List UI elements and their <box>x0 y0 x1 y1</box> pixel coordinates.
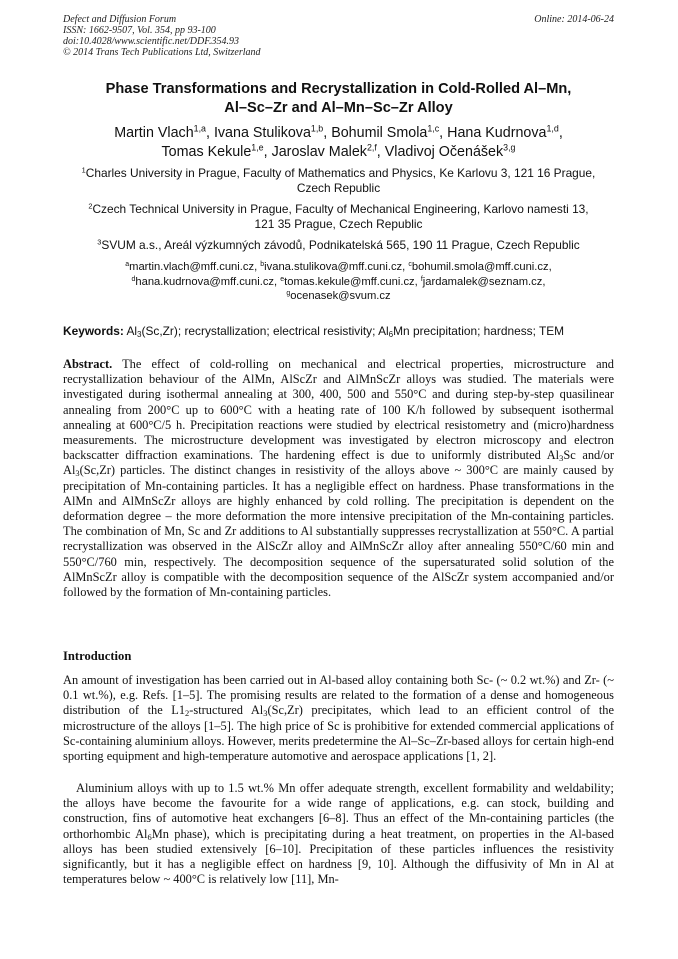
online-date: Online: 2014-06-24 <box>534 14 614 25</box>
paragraph-text: Aluminium alloys with up to 1.5 wt.% Mn offer adequate strength, excellent formability and weldability; the alloys have become the favourite for a wide range of applications, e.g. can stock, building and construction, fins of automotive heat exchangers [6–8]. Thus an effect of the Mn-containing particles (the orthorhombic Al <box>63 781 614 841</box>
email-mark: a <box>125 260 130 268</box>
subscript: 6 <box>147 831 152 842</box>
subscript: 2 <box>185 708 190 719</box>
author-affil-mark: 1,c <box>427 123 440 134</box>
keywords <box>63 324 623 339</box>
author-affil-mark: 1,b <box>310 123 324 134</box>
affiliation-3 <box>63 238 614 253</box>
author-affil-mark: 1,a <box>193 123 206 134</box>
author-separator: , <box>263 144 272 160</box>
author-line-2 <box>63 143 614 162</box>
subscript: 3 <box>263 708 268 719</box>
email-line-2 <box>63 275 614 290</box>
affiliation-mark: 3 <box>97 237 102 247</box>
keywords-text: Mn precipitation; hardness; TEM <box>393 324 565 338</box>
affiliation-text: Charles University in Prague, Faculty of Mathematics and Physics, Ke Karlovu 3, 121 16 Prague, <box>85 166 596 180</box>
keywords-label: Keywords: <box>63 324 124 338</box>
abstract-label: Abstract. <box>63 357 113 371</box>
author-list <box>63 124 614 162</box>
email-address[interactable]: ivana.stulikova@mff.cuni.cz <box>264 261 403 273</box>
paragraph-text: (Sc,Zr) precipitates, which lead to an efficient control of the microstructure of the alloys [1–5]. The high price of Sc is prohibitive for extended commercial applications of Sc-containing aluminium alloys. However, merits predetermine the Al–Sc–Zr-based alloys for certain high-end sporting equipment and high-temperature automotive and aerospace applications [1, 2]. <box>63 703 614 764</box>
email-separator: , <box>414 275 421 288</box>
author-separator: , <box>376 144 385 160</box>
abstract-text: (Sc,Zr) particles. The distinct changes in resistivity of the alloys above ~ 300°C are mainly caused by precipitation of Mn-containing particles. It has a negligible effect on hardness. Phase transformations in the AlMn and AlMnScZr alloys are highly enhanced by cold rolling. The precipitation is dependent on the deformation degree – the more deformation the more intensive precipitation of the Mn-containing particles. The combination of Mn, Sc and Zr additions to Al substantially suppresses recrystallization at 550°C. A partial recrystallization was observed in the AlScZr alloy and AlMnScZr alloy after annealing 550°C/60 min and 550°C/760 min, respectively. The decomposition sequence of the supersaturated solid solution of the AlMnScZr alloy is compatible with the decomposition sequence of the AlScZr system accompanied and/or followed by the formation of Mn-containing particles. <box>63 463 614 600</box>
paper-title-line-2: Al–Sc–Zr and Al–Mn–Sc–Zr Alloy <box>224 100 453 116</box>
intro-paragraph-2 <box>63 781 614 887</box>
email-address[interactable]: ocenasek@svum.cz <box>290 290 391 303</box>
subscript: 3 <box>75 468 80 479</box>
intro-paragraph-1 <box>63 673 614 764</box>
keywords-text: Al <box>123 324 138 338</box>
author-name: Jaroslav Malek <box>271 144 367 160</box>
author-affil-mark: 3,g <box>503 142 516 153</box>
paragraph-text: Mn phase), which is precipitating during a heat treatment, on properties in the Al-based alloys has been studied extensively [6–10]. Precipitation of these particles influences the resistivity significantly, but it has a negligible effect on hardness [9, 10]. Although the diffusivity of Mn in Al at temperatures below ~ 400°C is relatively low [11], Mn- <box>63 826 614 887</box>
keywords-text: (Sc,Zr); recrystallization; electrical resistivity; Al <box>141 324 389 338</box>
email-separator: , <box>274 275 281 288</box>
author-line-1 <box>63 124 614 143</box>
journal-name: Defect and Diffusion Forum <box>63 14 177 25</box>
email-address[interactable]: martin.vlach@mff.cuni.cz <box>129 261 255 273</box>
affiliation-mark: 2 <box>88 201 93 211</box>
paper-title-line-1: Phase Transformations and Recrystallization in Cold-Rolled Al–Mn, <box>105 81 572 97</box>
author-separator: , <box>558 125 563 141</box>
journal-issn: ISSN: 1662-9507, Vol. 354, pp 93-100 <box>63 25 216 36</box>
section-heading-introduction: Introduction <box>63 649 132 663</box>
author-name: Hana Kudrnova <box>447 125 547 141</box>
email-line-1 <box>63 260 614 275</box>
author-name: Tomas Kekule <box>161 144 252 160</box>
author-name: Bohumil Smola <box>331 125 428 141</box>
email-separator: , <box>254 261 261 273</box>
paper-title <box>63 80 614 118</box>
email-mark: f <box>420 275 423 283</box>
email-mark: g <box>286 290 291 298</box>
affiliation-text: Czech Technical University in Prague, Faculty of Mechanical Engineering, Karlovo namesti 13, <box>92 202 589 216</box>
journal-doi: doi:10.4028/www.scientific.net/DDF.354.93 <box>63 36 240 47</box>
abstract-text: The effect of cold-rolling on mechanical and electrical properties, microstructure and recrystallization behaviour of the AlMn, AlScZr and AlMnScZr alloys was studied. The materials were investigated during isothermal annealing at 300, 400, 500 and 550°C and during step-by-step quasilinear annealing from 200°C up to 600°C with a heating rate of 100 K/h followed by subsequent isothermal annealing at 600°C/5 h. Precipitation reactions were studied by electrical resistometry and (micro)hardness measurements. The microstructure development was investigated by electron microscopy and electron backscatter diffraction examinations. The hardening effect is due to uniformly distributed Al <box>63 357 614 463</box>
journal-copyright: © 2014 Trans Tech Publications Ltd, Switzerland <box>63 47 261 58</box>
affiliation-text: 121 35 Prague, Czech Republic <box>254 217 423 231</box>
author-name: Vladivoj Očenášek <box>384 144 504 160</box>
abstract <box>63 357 614 600</box>
email-separator: , <box>402 261 409 273</box>
paragraph-text: An amount of investigation has been carried out in Al-based alloy containing both Sc- (~ 0.2 wt.%) and Zr- (~ 0.1 wt.%), e.g. Refs. [1–5]. The promising results are related to the formation of a dense and homogeneous distribution of the L1 <box>63 673 614 718</box>
email-mark: e <box>280 275 285 283</box>
author-affil-mark: 1,e <box>251 142 264 153</box>
email-list <box>63 260 614 304</box>
affiliation-1 <box>63 166 614 196</box>
affiliation-text: SVUM a.s., Areál výzkumných závodů, Podnikatelská 565, 190 11 Prague, Czech Republic <box>101 238 580 252</box>
email-mark: b <box>260 260 265 268</box>
author-name: Martin Vlach <box>114 125 194 141</box>
paragraph-text: -structured Al <box>189 703 264 718</box>
affiliation-text: Czech Republic <box>296 181 381 195</box>
author-separator: , <box>439 125 448 141</box>
email-address[interactable]: tomas.kekule@mff.cuni.cz <box>284 275 415 288</box>
email-mark: d <box>131 275 136 283</box>
subscript: 3 <box>137 330 142 340</box>
email-address[interactable]: jardamalek@seznam.cz, <box>422 275 546 288</box>
author-separator: , <box>205 125 214 141</box>
subscript: 3 <box>559 453 564 464</box>
email-mark: c <box>408 260 412 268</box>
subscript: 6 <box>388 330 394 340</box>
journal-header <box>63 14 483 58</box>
affiliation-2 <box>63 202 614 232</box>
email-address[interactable]: bohumil.smola@mff.cuni.cz, <box>411 261 552 273</box>
email-line-3 <box>63 289 614 304</box>
author-separator: , <box>323 125 332 141</box>
author-affil-mark: 2,f <box>366 142 377 153</box>
email-address[interactable]: hana.kudrnova@mff.cuni.cz <box>135 275 275 288</box>
abstract-text: Sc and/or Al <box>63 448 614 478</box>
author-name: Ivana Stulikova <box>213 125 311 141</box>
author-affil-mark: 1,d <box>546 123 559 134</box>
affiliation-mark: 1 <box>81 165 86 175</box>
